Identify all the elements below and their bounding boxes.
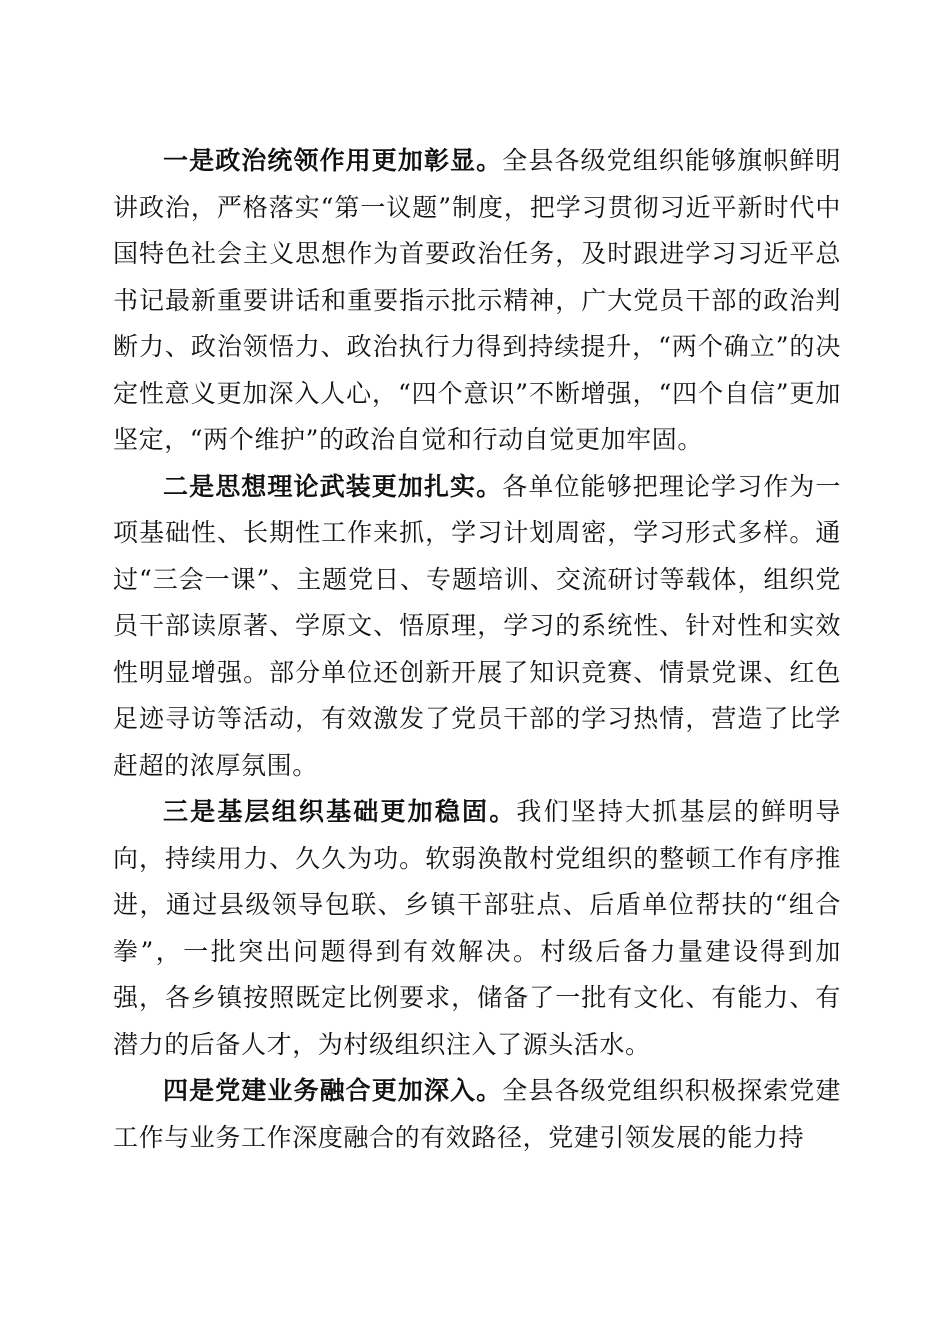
- paragraph-lead-heading: 三是基层组织基础更加稳固。: [163, 797, 517, 826]
- paragraph-theoretical-study: [113, 464, 841, 790]
- paragraph-lead-heading: 四是党建业务融合更加深入。: [163, 1076, 503, 1105]
- document-page: [113, 138, 841, 1161]
- paragraph-party-business-integration: [113, 1068, 841, 1161]
- paragraph-body-text: 各单位能够把理论学习作为一项基础性、长期性工作来抓，学习计划周密，学习形式多样。通过“三会一课”、主题党日、专题培训、交流研讨等载体，组织党员干部读原著、学原文、悟原理，学习的系统性、针对性和实效性明显增强。部分单位还创新开展了知识竞赛、情景党课、红色足迹寻访等活动，有效激发了党员干部的学习热情，营造了比学赶超的浓厚氛围。: [113, 471, 841, 780]
- paragraph-political-leadership: [113, 138, 841, 464]
- paragraph-grassroots-organization: [113, 789, 841, 1068]
- paragraph-body-text: 全县各级党组织积极探索党建工作与业务工作深度融合的有效路径，党建引领发展的能力持: [113, 1076, 841, 1152]
- paragraph-lead-heading: 二是思想理论武装更加扎实。: [163, 471, 503, 501]
- paragraph-lead-heading: 一是政治统领作用更加彰显。: [163, 146, 503, 175]
- paragraph-body-text: 全县各级党组织能够旗帜鲜明讲政治，严格落实“第一议题”制度，把学习贯彻习近平新时代中国特色社会主义思想作为首要政治任务，及时跟进学习习近平总书记最新重要讲话和重要指示批示精神，广大党员干部的政治判断力、政治领悟力、政治执行力得到持续提升，“两个确立”的决定性意义更加深入人心，“四个意识”不断增强，“四个自信”更加坚定，“两个维护”的政治自觉和行动自觉更加牢固。: [113, 146, 841, 454]
- paragraph-body-text: 我们坚持大抓基层的鲜明导向，持续用力、久久为功。软弱涣散村党组织的整顿工作有序推进，通过县级领导包联、乡镇干部驻点、后盾单位帮扶的“组合拳”，一批突出问题得到有效解决。村级后备力量建设得到加强，各乡镇按照既定比例要求，储备了一批有文化、有能力、有潜力的后备人才，为村级组织注入了源头活水。: [113, 797, 842, 1059]
